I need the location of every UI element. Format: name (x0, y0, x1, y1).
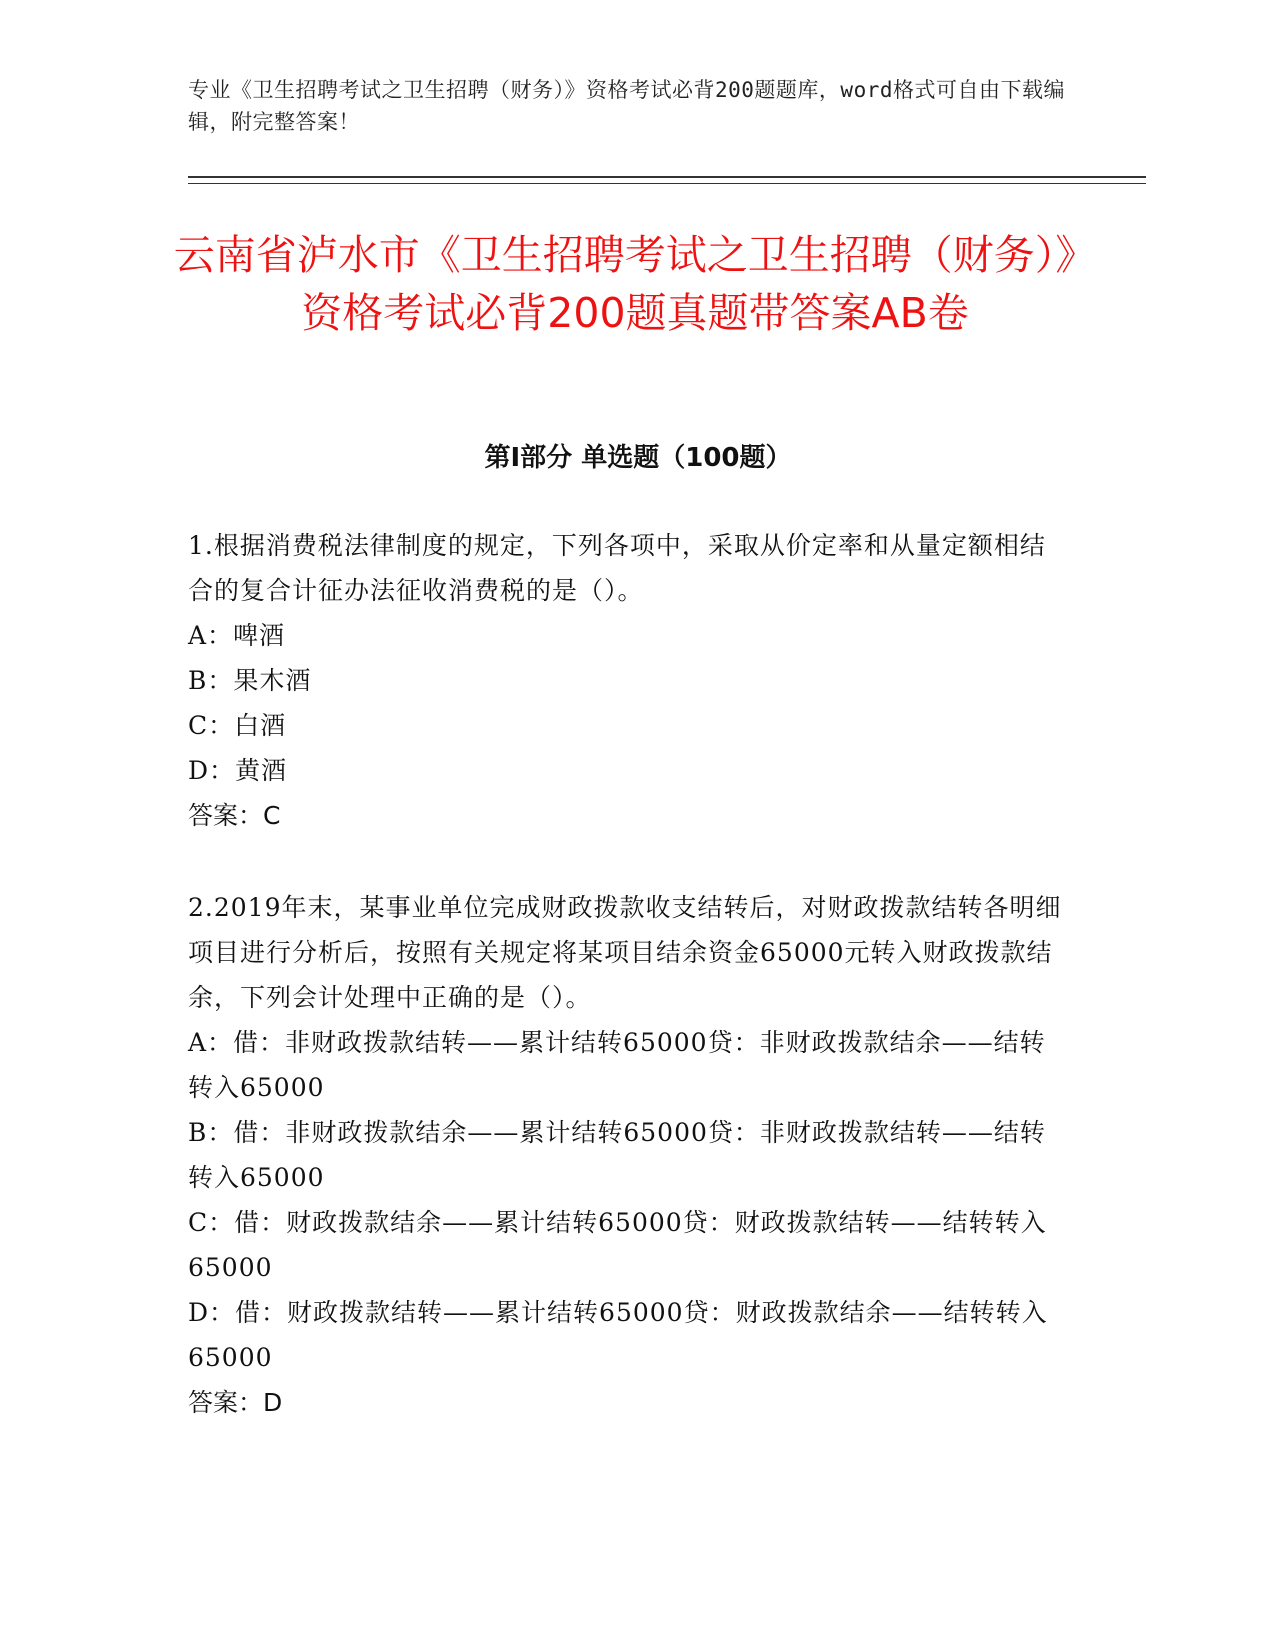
header-divider-thick (188, 176, 1146, 178)
option-a: A：啤酒 (188, 621, 286, 650)
header-note: 专业《卫生招聘考试之卫生招聘（财务）》资格考试必背200题题库，word格式可自由下载编辑，附完整答案！ (188, 78, 1065, 134)
answer-label: 答案： (188, 1388, 264, 1417)
header-divider-thin (188, 183, 1146, 184)
page-title: 云南省泸水市《卫生招聘考试之卫生招聘（财务）》资格考试必背200题真题带答案AB卷 (173, 231, 1097, 337)
option-a: A：借：非财政拨款结转——累计结转65000贷：非财政拨款结余——结转转入65000 (188, 1028, 1046, 1102)
option-b: B：借：非财政拨款结余——累计结转65000贷：非财政拨款结转——结转转入65000 (188, 1118, 1046, 1192)
question-2 (188, 885, 1068, 1425)
option-c: C：白酒 (188, 711, 287, 740)
section-title: 第I部分 单选题（100题） (484, 443, 792, 473)
answer (188, 1380, 1068, 1425)
answer (188, 793, 1068, 838)
option-c: C：借：财政拨款结余——累计结转65000贷：财政拨款结转——结转转入65000 (188, 1208, 1047, 1282)
question-1 (188, 523, 1068, 838)
option-d: D：借：财政拨款结转——累计结转65000贷：财政拨款结余——结转转入65000 (188, 1298, 1048, 1372)
answer-value: C (263, 801, 281, 830)
answer-value: D (263, 1388, 283, 1417)
option-d: D：黄酒 (188, 756, 288, 785)
question-stem: 2.2019年末，某事业单位完成财政拨款收支结转后，对财政拨款结转各明细项目进行分析后，按照有关规定将某项目结余资金65000元转入财政拨款结余，下列会计处理中正确的是（）。 (188, 893, 1062, 1012)
question-stem: 1.根据消费税法律制度的规定，下列各项中，采取从价定率和从量定额相结合的复合计征办法征收消费税的是（）。 (188, 531, 1046, 605)
option-b: B：果木酒 (188, 666, 312, 695)
answer-label: 答案： (188, 801, 264, 830)
